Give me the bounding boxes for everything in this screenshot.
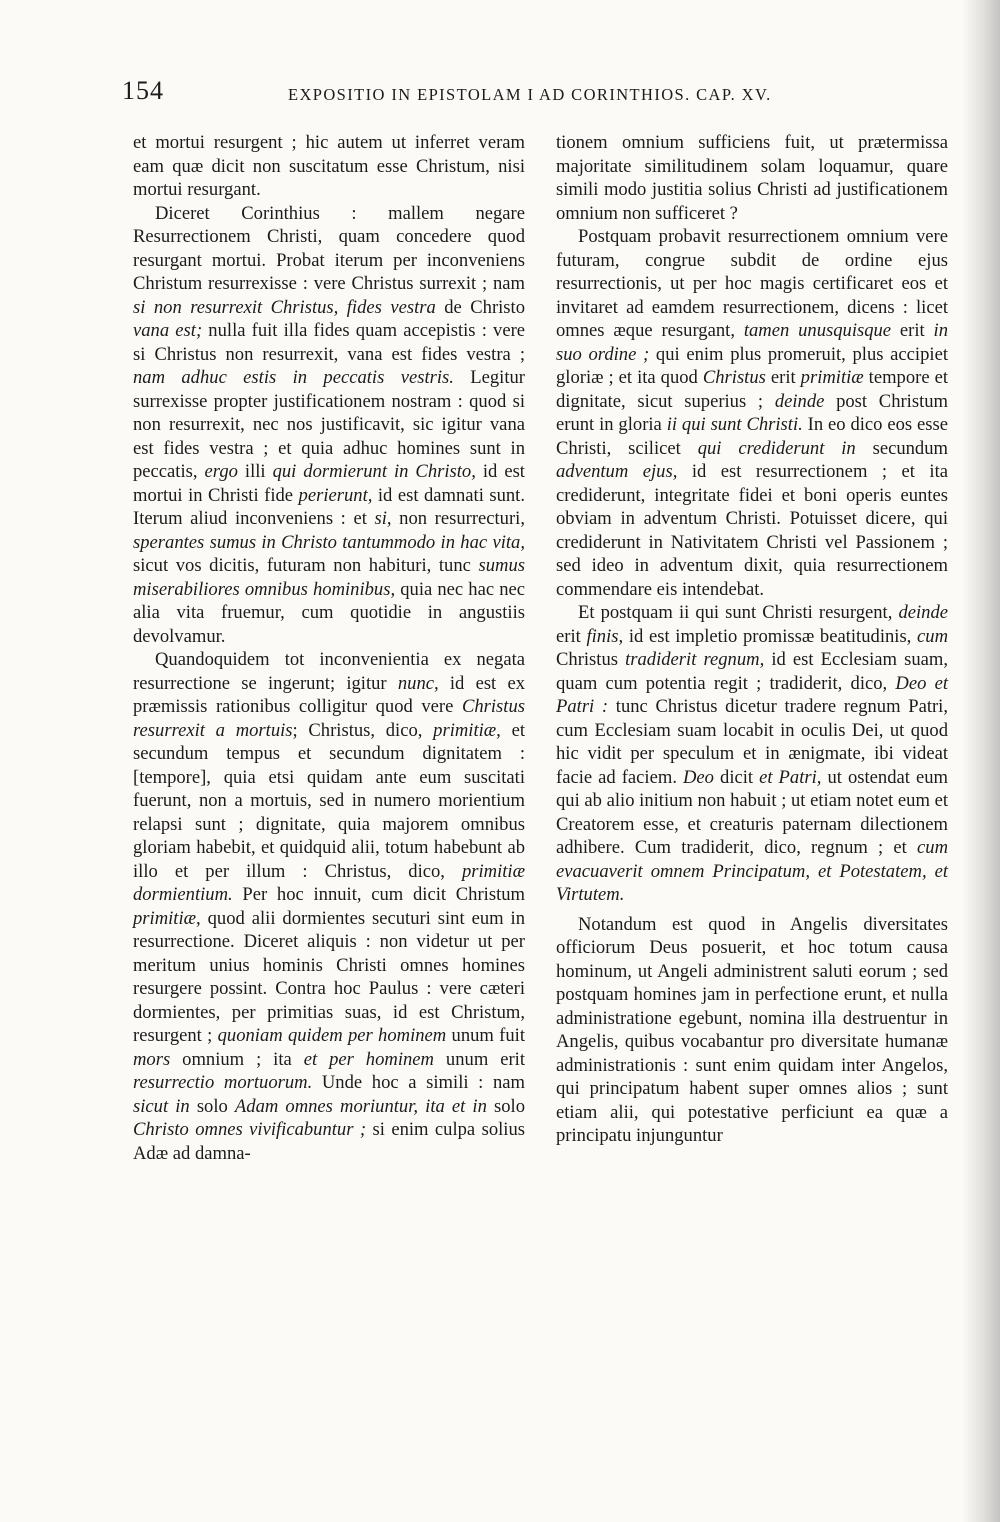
italic-text: in suo ordine ;: [556, 320, 949, 365]
text-run: unum fuit: [446, 1025, 525, 1046]
text-run: dicit: [713, 766, 760, 788]
text-run: solo: [486, 1095, 525, 1117]
text-run: quia nec hac nec alia vita fruemur, cum quotidie in angustiis devolvamur.: [133, 578, 526, 647]
text-run: Legitur surrexisse propter justificationem nostram : quod si non resurrexit, nec nos justificavit, sic igitur vana est fides vestra ; et quia adhuc homines sunt in peccatis,: [133, 367, 525, 482]
text-run: erit: [765, 367, 801, 388]
text-run: Postquam probavit resurrectionem omnium vere futuram, congrue subdit de ordine ejus resurrectionis, ut per hoc magis certificaret eos et invitaret ad eamdem resurrectionem, dicens : licet omnes æque resurgant,: [556, 226, 948, 341]
text-run: secundum: [855, 437, 948, 459]
text-run: tionem omnium sufficiens fuit, ut prætermissa majoritate similitudinem solam loquamur, quare simili modo justitia solius Christi ad justificationem omnium non sufficeret ?: [556, 132, 948, 224]
italic-text: Adam omnes moriuntur, ita et in: [234, 1095, 487, 1117]
page-edge-shadow: [962, 0, 1000, 1522]
italic-text: nunc,: [397, 672, 439, 694]
italic-text: Christus resurrexit a mortuis: [133, 696, 525, 741]
italic-text: nam adhuc estis in peccatis vestris.: [133, 367, 454, 388]
text-run: erit: [891, 320, 934, 341]
italic-text: ergo: [204, 461, 238, 482]
italic-text: si,: [374, 508, 392, 529]
italic-text: primitiæ,: [433, 719, 501, 741]
page-header: [120, 76, 960, 110]
text-run: Diceret Corinthius : mallem negare Resurrectionem Christi, quam concedere quod resurgant mortui. Probat iterum per inconveniens Christum resurrexisse : vere Christus surrexit ; nam: [133, 202, 525, 294]
italic-text: cum: [917, 625, 948, 647]
italic-text: deinde: [774, 390, 825, 412]
italic-text: Christus: [702, 367, 766, 388]
text-run: unum erit: [433, 1048, 526, 1070]
paragraph: [133, 648, 525, 1165]
right-column: [556, 131, 948, 1148]
italic-text: et Patri,: [759, 766, 822, 788]
text-run: id est damnati sunt. Iterum aliud inconveniens : et: [133, 484, 525, 529]
running-title: EXPOSITIO IN EPISTOLAM I AD CORINTHIOS. CAP. XV.: [288, 85, 772, 104]
italic-text: primitiæ dormientium.: [133, 860, 525, 905]
italic-text: ii qui sunt Christi.: [666, 414, 803, 435]
text-run: tempore et dignitate, sicut superius ;: [556, 367, 949, 412]
text-run: Quandoquidem tot inconvenientia ex negata resurrectione se ingerunt; igitur: [133, 649, 525, 694]
italic-text: mors: [133, 1048, 171, 1070]
text-run: non resurrecturi,: [391, 508, 525, 529]
text-run: Per hoc innuit, cum dicit Christum: [232, 884, 525, 905]
italic-text: Christo omnes vivificabuntur ;: [133, 1119, 367, 1140]
italic-text: primitiæ,: [133, 907, 201, 929]
text-run: erit: [556, 625, 587, 647]
italic-text: Deo: [683, 766, 714, 788]
italic-text: primitiæ: [800, 367, 864, 388]
text-run: nulla fuit illa fides quam accepistis : vere si Christus non resurrexit, vana est fides vestra ;: [133, 320, 526, 365]
paragraph: [133, 202, 525, 649]
italic-text: tamen unusquisque: [743, 320, 892, 341]
paragraph: [556, 225, 948, 601]
italic-text: qui crediderunt in: [697, 437, 856, 459]
text-run: et secundum tempus et secundum dignitatem : [tempore], quia etsi quidam ante eum suscitati fuerunt, non a mortuis, sed in numero morientium relapsi sunt ; dignitate, quia majorem omnibus gloriam habebit, et quidquid alii, totum habebunt ab illo et per illum : Christus, dico,: [133, 719, 525, 882]
italic-text: et per hominem: [303, 1048, 434, 1070]
text-run: ; Christus, dico,: [292, 719, 434, 741]
italic-text: sperantes sumus in Christo tantummodo in hac vita,: [133, 531, 525, 553]
text-run: de Christo: [435, 296, 525, 318]
text-run: illi: [237, 461, 273, 482]
text-run: Unde hoc a simili : nam: [312, 1072, 525, 1093]
italic-text: finis,: [586, 625, 624, 647]
italic-text: adventum ejus,: [556, 461, 678, 482]
text-run: sicut vos dicitis, futuram non habituri, tunc: [133, 555, 479, 576]
text-run: id est mortui in Christi fide: [133, 461, 525, 506]
left-column: [133, 131, 525, 1165]
italic-text: tradiderit regnum,: [625, 649, 765, 670]
text-run: omnium ; ita: [170, 1048, 304, 1070]
paragraph: [556, 131, 948, 225]
paragraph: [556, 601, 948, 907]
italic-text: deinde: [898, 602, 948, 623]
text-run: quod alii dormientes secuturi sint eum in resurrectione. Diceret aliquis : non videtur ut per meritum unius hominis Christi omnes homines resurgere possint. Contra hoc Paulus : vere cæteri dormientes, per primitias suas, id est Christum, resurgent ;: [133, 907, 525, 1046]
paragraph: [133, 131, 525, 202]
italic-text: Deo et Patri :: [556, 672, 948, 717]
text-run: id est Ecclesiam suam, quam cum potentia regit ; tradiderit, dico,: [556, 649, 949, 694]
italic-text: si non resurrexit Christus, fides vestra: [133, 296, 436, 318]
italic-text: perierunt,: [298, 484, 373, 506]
italic-text: vana est;: [133, 320, 203, 341]
text-run: post Christum erunt in gloria: [556, 390, 949, 435]
text-run: qui enim plus promeruit, plus accipiet gloriæ ; et ita quod: [556, 343, 948, 388]
text-run: id est resurrectionem ; et ita crediderunt, integritate fidei et boni operis euntes obviam in adventum Christi. Potuisset dicere, qui crediderunt in Nativitatem Christi vel Passionem ; sed ideo in adventum dixit, quia resurrectionem commendare eis intendebat.: [556, 461, 948, 600]
text-run: et mortui resurgent ; hic autem ut inferret veram eam quæ dicit non suscitatum esse Christum, nisi mortui resurgant.: [133, 132, 525, 200]
paragraph: [556, 913, 948, 1148]
text-run: id est ex præmissis rationibus colligitur quod vere: [133, 672, 525, 717]
italic-text: resurrectio mortuorum.: [133, 1072, 313, 1093]
page-number: 154: [122, 76, 164, 105]
text-run: Et postquam ii qui sunt Christi resurgent,: [578, 602, 899, 623]
text-run: tunc Christus dicetur tradere regnum Patri, cum Ecclesiam suam locabit in oculis Dei, ut quod hic vidit per speculum et in ænigmate, ibi videat facie ad faciem.: [556, 696, 948, 788]
text-run: In eo dico eos esse Christi, scilicet: [556, 414, 949, 459]
text-run: Notandum est quod in Angelis diversitates officiorum Deus posuerit, et hoc totum causa hominum, ut Angeli administrent saluti eorum ; sed postquam homines jam in perfectione erunt, et nulla administratione egebunt, nomina illa destruentur in Angelis, quibus vocabantur pro diversitate humanæ administrationis : sunt enim quidam inter Angelos, qui principatum habent super omnes alios ; sunt etiam alii, qui potestative perficiunt ea quæ a principatu injunguntur: [556, 913, 948, 1146]
italic-text: quoniam quidem per hominem: [217, 1025, 447, 1046]
text-run: Christus: [556, 649, 626, 670]
italic-text: qui dormierunt in Christo,: [272, 461, 476, 482]
italic-text: cum evacuaverit omnem Principatum, et Potestatem, et Virtutem.: [556, 837, 948, 905]
text-run: id est impletio promissæ beatitudinis,: [623, 625, 918, 647]
italic-text: sicut in: [133, 1095, 190, 1117]
text-run: solo: [189, 1095, 235, 1117]
italic-text: sumus miserabiliores omnibus hominibus,: [133, 555, 525, 600]
text-run: ut ostendat eum qui ab alio initium non habuit ; ut etiam notet eum et Creatorem esse, et creaturis paternam dilectionem adhibere. Cum tradiderit, dico, regnum ; et: [556, 766, 948, 858]
text-run: si enim culpa solius Adæ ad damna-: [133, 1119, 525, 1164]
